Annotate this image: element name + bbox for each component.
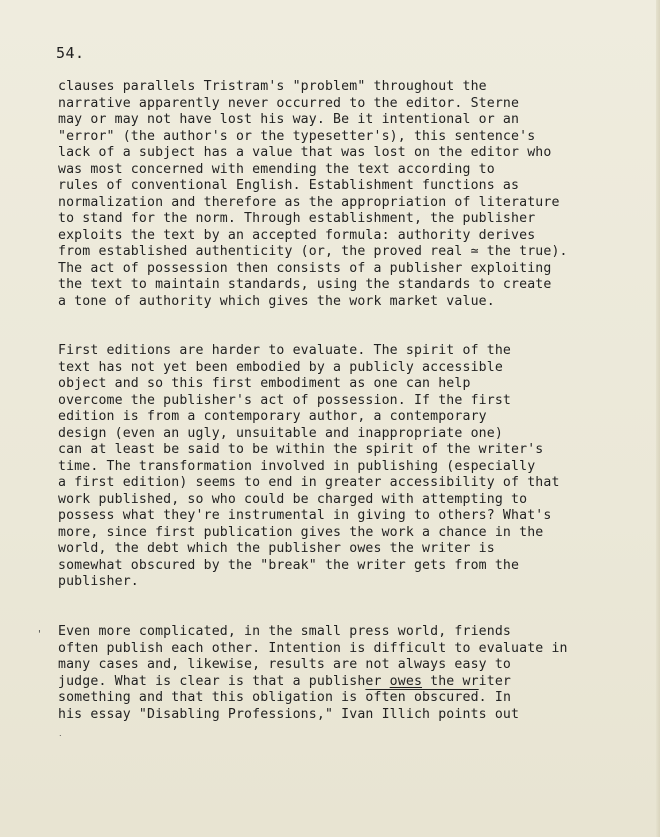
text-line: was most concerned with emending the text according to — [58, 161, 495, 177]
text-segment: judge. What is clear is that a publisher — [58, 673, 390, 689]
overlined-phrase: often obscured — [365, 690, 479, 705]
text-segment: something and that this obligation is — [58, 690, 366, 705]
margin-tick-mark: ' — [38, 629, 41, 640]
text-line: rules of conventional English. Establishment functions as — [58, 178, 520, 193]
text-line: to stand for the norm. Through establishment, the publisher — [58, 211, 536, 226]
text-line: design (even an ugly, unsuitable and inappropriate one) — [58, 425, 503, 441]
text-line: narrative apparently never occurred to the editor. Sterne — [58, 95, 520, 111]
underlined-word: owes — [389, 673, 423, 689]
text-line: often publish each other. Intention is difficult to evaluate in — [58, 640, 568, 656]
paragraph-1 — [58, 79, 568, 310]
text-line: a first edition) seems to end in greater accessibility of that — [58, 475, 560, 490]
text-line: a tone of authority which gives the work market value. — [58, 293, 495, 309]
text-line: The act of possession then consists of a publisher exploiting — [58, 260, 552, 276]
text-line: First editions are harder to evaluate. The spirit of the — [58, 343, 512, 358]
text-line: lack of a subject has a value that was lost on the editor who — [58, 145, 552, 160]
text-line: can at least be said to be within the spirit of the writer's — [58, 442, 544, 457]
text-line — [58, 690, 568, 707]
text-line: from established authenticity (or, the proved real ≃ the true). — [58, 244, 568, 259]
text-line: time. The transformation involved in publishing (especially — [58, 458, 536, 474]
text-line: somewhat obscured by the "break" the writer gets from the — [58, 557, 520, 573]
text-line: work published, so who could be charged with attempting to — [58, 491, 528, 507]
page-edge-shadow — [656, 0, 660, 837]
text-line: many cases and, likewise, results are not always easy to — [58, 657, 512, 672]
text-line: normalization and therefore as the appropriation of literature — [58, 194, 560, 210]
text-line: exploits the text by an accepted formula: authority derives — [58, 227, 536, 243]
stray-dot-mark: . — [59, 729, 62, 738]
text-line: may or may not have lost his way. Be it intentional or an — [58, 112, 520, 127]
text-line: object and so this first embodiment as one can help — [58, 376, 471, 391]
text-line: Even more complicated, in the small press world, friends — [58, 624, 512, 639]
text-line: more, since first publication gives the work a chance in the — [58, 524, 544, 540]
text-line: clauses parallels Tristram's "problem" throughout the — [58, 79, 487, 94]
page-number: 54. — [56, 44, 85, 62]
text-line: publisher. — [58, 574, 139, 589]
paragraph-3 — [58, 624, 568, 723]
text-segment: the writer — [422, 673, 512, 689]
paragraph-2 — [58, 343, 560, 591]
text-line: edition is from a contemporary author, a contemporary — [58, 409, 487, 424]
text-segment: . In — [478, 690, 512, 705]
text-line: the text to maintain standards, using the standards to create — [58, 277, 552, 292]
text-line — [58, 674, 568, 691]
text-line: world, the debt which the publisher owes the writer is — [58, 541, 495, 556]
text-line: possess what they're instrumental in giving to others? What's — [58, 508, 552, 523]
text-line: overcome the publisher's act of possession. If the first — [58, 392, 512, 408]
text-line: his essay "Disabling Professions," Ivan Illich points out — [58, 706, 520, 722]
text-line: "error" (the author's or the typesetter's), this sentence's — [58, 128, 536, 144]
text-line: text has not yet been embodied by a publicly accessible — [58, 359, 503, 375]
